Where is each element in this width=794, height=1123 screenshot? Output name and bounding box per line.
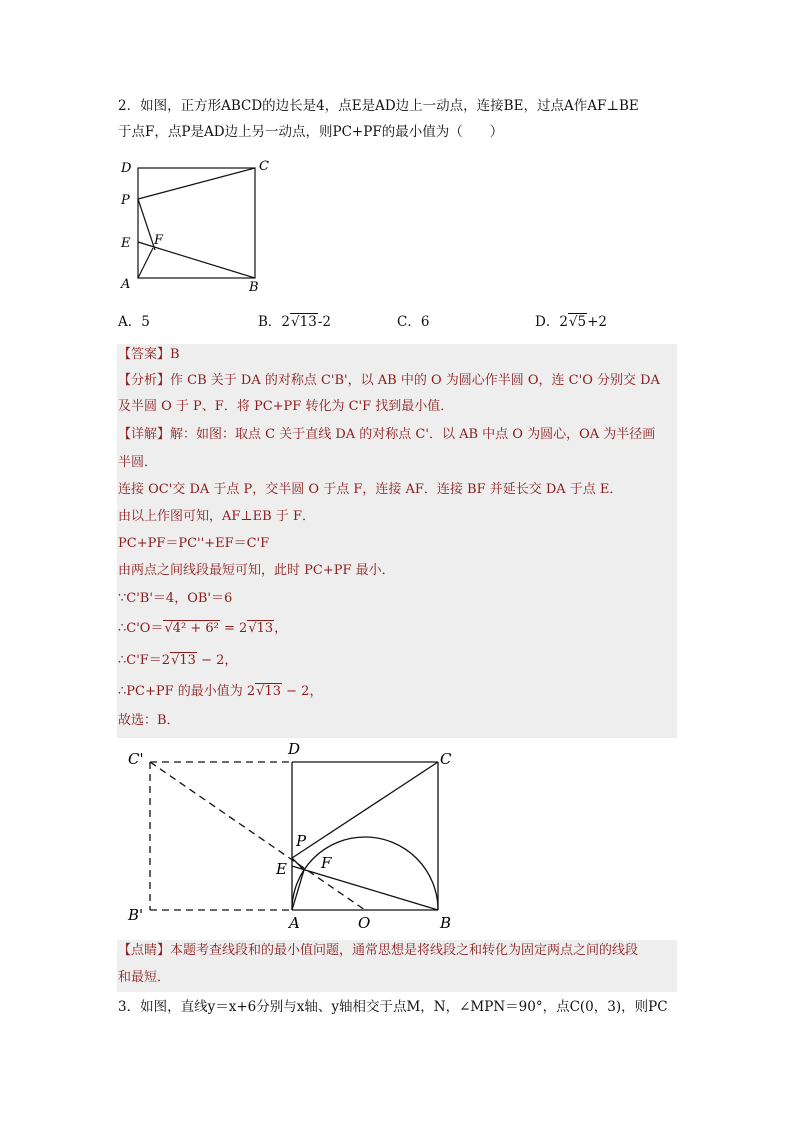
detail-line-10: ∴PC+PF 的最小值为 2√13 − 2， <box>118 684 323 699</box>
label-f: F <box>154 233 164 248</box>
detail-line-4: 由以上作图可知，AF⊥EB 于 F． <box>118 509 315 524</box>
option-c: C．6 <box>397 314 430 330</box>
analysis-line-1: 【分析】作 CB 关于 DA 的对称点 C'B'，以 AB 中的 O 为圆心作半圆 O，连 C'O 分别交 DA <box>118 373 660 388</box>
question-3-line-1: 3．如图，直线y＝x+6分别与x轴、y轴相交于点M，N，∠MPN＝90°，点C(0，3)，则PC <box>118 999 668 1015</box>
figure-square-abcd <box>115 155 280 300</box>
detail-line-9: ∴C'F＝2√13 − 2， <box>118 653 238 668</box>
label-c: C <box>259 159 269 174</box>
label-d: D <box>288 740 301 758</box>
label-c-prime: C' <box>128 750 144 768</box>
question-2-line-2: 于点F，点P是AD边上另一动点，则PC+PF的最小值为（ ） <box>118 124 504 140</box>
label-a: A <box>289 914 300 932</box>
label-o: O <box>358 914 371 932</box>
detail-line-8: ∴C'O＝√4² + 6² = 2√13， <box>118 621 288 636</box>
detail-line-3: 连接 OC'交 DA 于点 P，交半圆 O 于点 F，连接 AF．连接 BF 并延长交 DA 于点 E． <box>118 482 623 497</box>
detail-line-1: 【详解】解：如图：取点 C 关于直线 DA 的对称点 C'．以 AB 中点 O 为圆心，OA 为半径画 <box>118 427 656 442</box>
analysis-line-2: 及半圆 O 于 P、F．将 PC+PF 转化为 C'F 找到最小值． <box>118 399 454 414</box>
label-b: B <box>440 914 452 932</box>
option-b: B．2√13-2 <box>258 314 331 330</box>
label-e: E <box>276 860 287 878</box>
square-abcd <box>138 168 255 278</box>
segment-af <box>138 248 153 278</box>
detail-line-6: 由两点之间线段最短可知，此时 PC+PF 最小． <box>118 563 395 578</box>
answer-line: 【答案】B <box>118 347 180 362</box>
label-c: C <box>440 750 452 768</box>
label-e: E <box>121 236 131 251</box>
label-p: P <box>121 193 130 208</box>
option-a: A．5 <box>118 314 150 330</box>
question-2-line-1: 2．如图，正方形ABCD的边长是4，点E是AD边上一动点，连接BE，过点A作AF⊥BE <box>118 98 639 114</box>
detail-line-5: PC+PF＝PC''+EF＝C'F <box>118 536 270 551</box>
label-p: P <box>296 832 307 850</box>
comment-line-1: 【点睛】本题考查线段和的最小值问题，通常思想是将线段之和转化为固定两点之间的线段 <box>118 943 639 958</box>
segment-pc <box>138 168 255 199</box>
detail-line-11: 故选：B． <box>118 713 180 728</box>
detail-line-7: ∵C'B'＝4，OB'＝6 <box>118 591 233 606</box>
comment-line-2: 和最短． <box>118 970 171 985</box>
label-d: D <box>121 161 132 176</box>
option-d: D．2√5+2 <box>535 314 608 330</box>
detail-line-2: 半圆． <box>118 455 158 470</box>
label-a: A <box>121 277 131 292</box>
label-b: B <box>249 280 259 295</box>
label-f: F <box>321 854 332 872</box>
label-b-prime: B' <box>128 906 144 924</box>
figure-solution <box>118 738 460 934</box>
